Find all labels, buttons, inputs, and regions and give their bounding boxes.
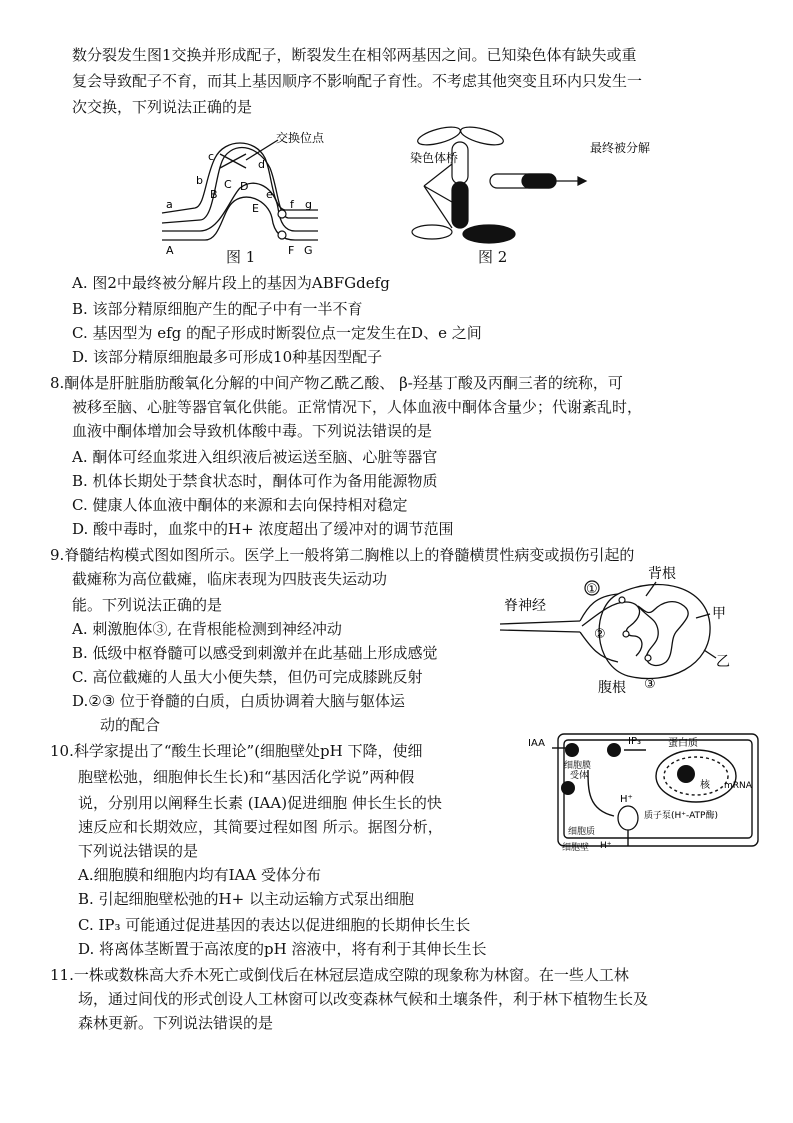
q8-stem-2: 被移至脑、心脏等器官氧化供能。正常情况下，人体血液中酮体含量少；代谢紊乱时， [72,398,643,416]
q9-option-d-line-1: D.②③ 位于脊髓的白质，白质协调着大脑与躯体运 [72,692,405,710]
gene-f: f [290,198,294,211]
chromosome-bridge-label: 染色体桥 [410,151,459,165]
acid-growth-figure [528,730,762,854]
gene-D: D [240,180,249,193]
figure-2-chromosome-bridge [404,122,651,252]
protein-label: 蛋白质 [668,738,698,749]
q8-stem-3: 血液中酮体增加会导致机体酸中毒。下列说法错误的是 [72,422,433,440]
nucleus-label: 核 [700,780,710,791]
q8-option-a: A. 酮体可经血浆进入组织液后被运送至脑、心脏等器官 [72,448,438,466]
proton-pump-label: 质子泵(H⁺-ATP酶) [644,811,718,821]
q7-option-b: B. 该部分精原细胞产生的配子中有一半不育 [72,300,363,318]
receptor-label-1: 细胞膜 [564,761,592,771]
figure-2-caption: 图 2 [478,248,508,266]
q10-option-a: A.细胞膜和细胞内均有IAA 受体分布 [78,866,321,884]
jia-label: 甲 [712,606,726,622]
q7-option-c: C. 基因型为 efg 的配子形成时断裂位点一定发生在D、e 之间 [72,324,482,342]
q7-option-d: D. 该部分精原细胞最多可形成10种基因型配子 [72,348,383,366]
spinal-nerve-label: 脊神经 [504,598,546,614]
q10-stem-1: 10.科学家提出了“酸生长理论”(细胞壁处pH 下降，使细 [50,742,423,760]
h-plus-label-2: H⁺ [600,841,612,851]
gene-a: a [166,198,173,211]
gene-c: c [208,150,215,163]
q7-option-a: A. 图2中最终被分解片段上的基因为ABFGdefg [72,274,390,292]
gene-b: b [196,174,203,187]
intro-line-2: 复会导致配子不育，而其上基因顺序不影响配子育性。不考虑其他突变且环内只发生一 [72,72,643,90]
receptor-label-2: 受体 [570,771,589,781]
crossover-label: 交换位点 [276,131,325,145]
gene-F: F [288,244,295,257]
q10-stem-3: 说，分别用以阐释生长素 (IAA)促进细胞 伸长生长的快 [78,794,442,812]
degraded-label: 最终被分解 [590,141,651,155]
dorsal-root-label: 背根 [648,566,676,582]
q9-option-b: B. 低级中枢脊髓可以感受到刺激并在此基础上形成感觉 [72,644,438,662]
gene-e: e [266,188,273,201]
q9-stem-3: 能。下列说法正确的是 [72,596,223,614]
cell-wall-label: 细胞壁 [562,843,590,853]
gene-G: G [304,244,313,257]
q11-stem-3: 森林更新。下列说法错误的是 [78,1014,274,1032]
marker-3: ③ [644,677,656,692]
q8-option-d: D. 酸中毒时，血浆中的H+ 浓度超出了缓冲对的调节范围 [72,520,454,538]
intro-line-3: 次交换，下列说法正确的是 [72,98,253,116]
intro-line-1: 数分裂发生图1交换并形成配子，断裂发生在相邻两基因之间。已知染色体有缺失或重 [72,46,637,64]
gene-E: E [252,202,259,215]
q10-option-b: B. 引起细胞壁松弛的H+ 以主动运输方式泵出细胞 [78,890,414,908]
mrna-label: mRNA [724,781,752,791]
h-plus-label: H⁺ [620,794,633,805]
q9-option-a: A. 刺激胞体③, 在背根能检测到神经冲动 [72,620,342,638]
q8-option-b: B. 机体长期处于禁食状态时，酮体可作为备用能源物质 [72,472,438,490]
marker-2: ② [594,627,606,642]
q9-stem-1: 9.脊髓结构模式图如图所示。医学上一般将第二胸椎以上的脊髓横贯性病变或损伤引起的 [50,546,635,564]
marker-1: ① [586,582,598,597]
q9-stem-2: 截瘫称为高位截瘫，临床表现为四肢丧失运动功 [72,570,388,588]
gene-g: g [305,198,312,211]
q8-stem-1: 8.酮体是肝脏脂肪酸氧化分解的中间产物乙酰乙酸、 β-羟基丁酸及丙酮三者的统称，可 [50,374,623,392]
q9-option-d-line-2: 动的配合 [100,716,161,734]
q10-option-c: C. IP₃ 可能通过促进基因的表达以促进细胞的长期伸长生长 [78,916,471,934]
gene-C: C [224,178,232,191]
cytoplasm-label: 细胞质 [568,827,596,837]
q9-option-c: C. 高位截瘫的人虽大小便失禁，但仍可完成膝跳反射 [72,668,423,686]
yi-label: 乙 [716,654,730,670]
q10-stem-5: 下列说法错误的是 [78,842,199,860]
gene-B: B [210,188,218,201]
ventral-root-label: 腹根 [598,680,626,696]
gene-d: d [258,158,265,171]
q11-stem-1: 11.一株或数株高大乔木死亡或倒伐后在林冠层造成空隙的现象称为林窗。在一些人工林 [50,966,629,984]
spinal-cord-figure [498,566,738,696]
q10-stem-4: 速反应和长期效应，其简要过程如图 所示。据图分析， [78,818,443,836]
q8-option-c: C. 健康人体血液中酮体的来源和去向保持相对稳定 [72,496,408,514]
figure-1-caption: 图 1 [226,248,256,266]
q10-option-d: D. 将离体茎断置于高浓度的pH 溶液中，将有利于其伸长生长 [78,940,487,958]
q11-stem-2: 场，通过间伐的形式创设人工林窗可以改变森林气候和土壤条件，利于林下植物生长及 [78,990,649,1008]
q10-stem-2: 胞壁松弛，细胞伸长生长)和“基因活化学说”两种假 [78,768,415,786]
gene-A: A [166,244,174,257]
iaa-label: IAA [528,738,545,749]
ip3-label: IP₃ [628,736,641,747]
